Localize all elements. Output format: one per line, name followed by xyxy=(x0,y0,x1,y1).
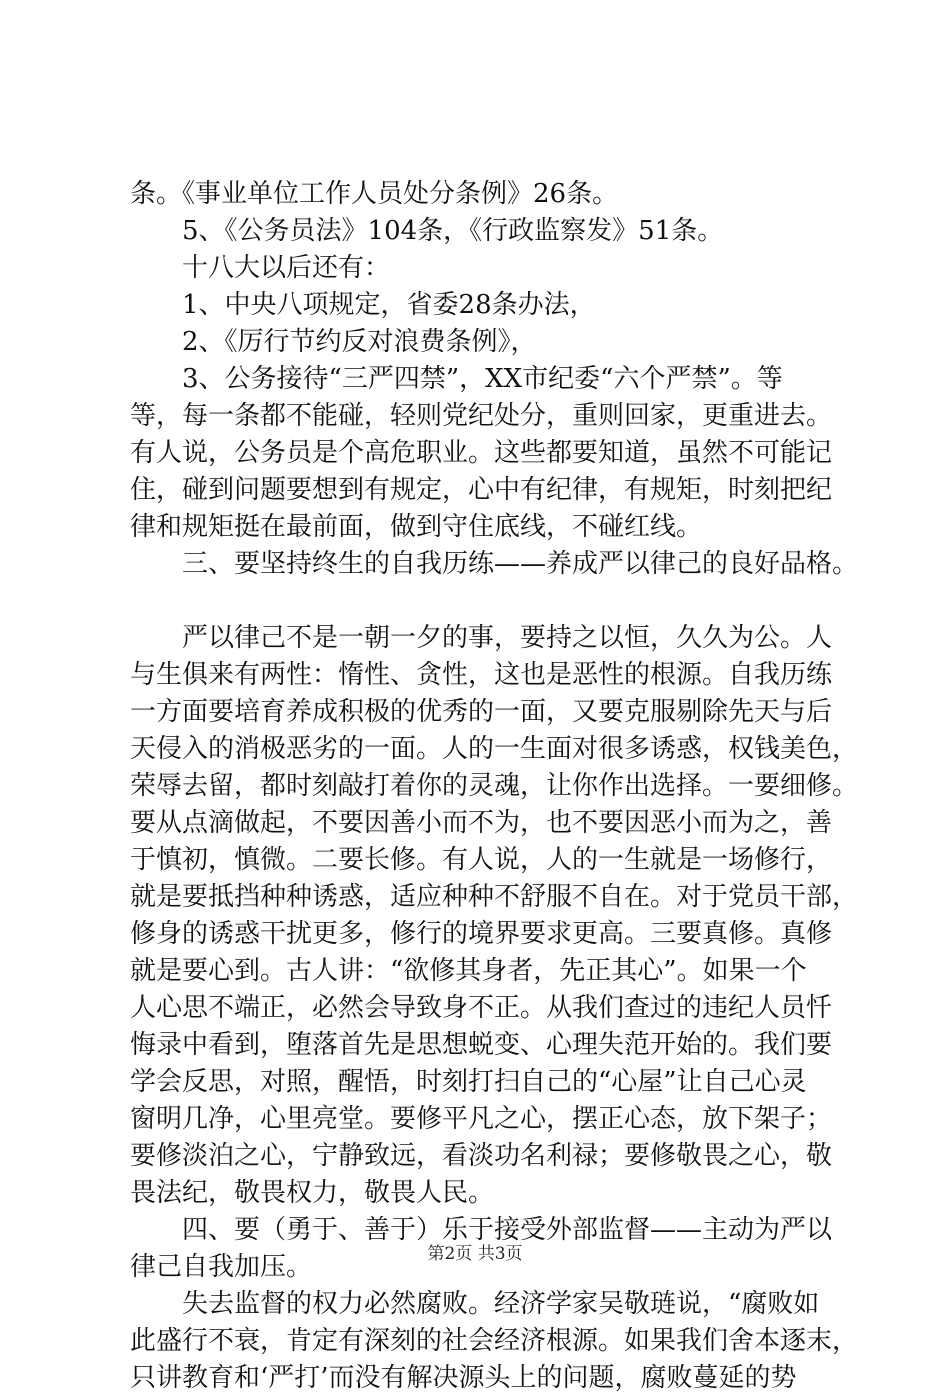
text-line: 畏法纪，敬畏权力，敬畏人民。 xyxy=(130,1178,495,1208)
text-line: 人心思不端正，必然会导致身不正。从我们查过的违纪人员忏 xyxy=(130,993,833,1023)
text-line: 有人说，公务员是个高危职业。这些都要知道，虽然不可能记 xyxy=(130,438,833,468)
text-line: 等，每一条都不能碰，轻则党纪处分，重则回家，更重进去。 xyxy=(130,401,833,431)
text-line: 一方面要培育养成积极的优秀的一面，又要克服剔除先天与后 xyxy=(130,697,833,727)
text-line: 1、中央八项规定，省委28条办法， xyxy=(182,290,596,320)
section-heading: 四、要（勇于、善于）乐于接受外部监督——主动为严以 xyxy=(182,1215,833,1245)
text-line: 只讲教育和‘严打’而没有解决源头上的问题，腐败蔓延的势 xyxy=(130,1363,797,1393)
text-line: 2、《厉行节约反对浪费条例》， xyxy=(182,327,537,357)
text-line: 修身的诱惑干扰更多，修行的境界要求更高。三要真修。真修 xyxy=(130,919,833,949)
text-line: 窗明几净，心里亮堂。要修平凡之心，摆正心态，放下架子； xyxy=(130,1104,833,1134)
text-line: 住，碰到问题要想到有规定，心中有纪律，有规矩，时刻把纪 xyxy=(130,475,833,505)
section-heading: 三、要坚持终生的自我历练——养成严以律己的良好品格。 xyxy=(182,549,859,579)
text-line: 要修淡泊之心，宁静致远，看淡功名利禄；要修敬畏之心，敬 xyxy=(130,1141,833,1171)
text-line: 要从点滴做起，不要因善小而不为，也不要因恶小而为之，善 xyxy=(130,808,833,838)
text-line: 天侵入的消极恶劣的一面。人的一生面对很多诱惑，权钱美色， xyxy=(130,734,859,764)
text-line: 悔录中看到，堕落首先是思想蜕变、心理失范开始的。我们要 xyxy=(130,1030,833,1060)
text-line: 与生俱来有两性：惰性、贪性，这也是恶性的根源。自我历练 xyxy=(130,660,833,690)
text-line: 此盛行不衰，肯定有深刻的社会经济根源。如果我们舍本逐末， xyxy=(130,1326,859,1356)
text-line: 荣辱去留，都时刻敲打着你的灵魂，让你作出选择。一要细修。 xyxy=(130,771,859,801)
text-line: 学会反思，对照，醒悟，时刻打扫自己的“心屋”让自己心灵 xyxy=(130,1067,807,1097)
text-line: 严以律己不是一朝一夕的事，要持之以恒，久久为公。人 xyxy=(182,623,833,653)
text-line: 就是要抵挡种种诱惑，适应种种不舒服不自在。对于党员干部， xyxy=(130,882,859,912)
text-line: 失去监督的权力必然腐败。经济学家吴敬琏说，“腐败如 xyxy=(182,1289,820,1319)
text-line: 律和规矩挺在最前面，做到守住底线，不碰红线。 xyxy=(130,512,703,542)
page-number: 第2页 共3页 xyxy=(427,1244,523,1264)
text-line: 3、公务接待“三严四禁”，XX市纪委“六个严禁”。等 xyxy=(182,364,783,394)
text-line: 于慎初，慎微。二要长修。有人说，人的一生就是一场修行， xyxy=(130,845,833,875)
text-line: 5、《公务员法》104条，《行政监察发》51条。 xyxy=(182,216,724,246)
document-body xyxy=(130,176,859,1397)
text-line: 条。《事业单位工作人员处分条例》26条。 xyxy=(130,179,619,209)
text-line: 十八大以后还有： xyxy=(182,253,391,283)
section-heading-continued: 律己自我加压。 xyxy=(130,1252,313,1282)
text-line: 就是要心到。古人讲：“欲修其身者，先正其心”。如果一个 xyxy=(130,956,807,986)
